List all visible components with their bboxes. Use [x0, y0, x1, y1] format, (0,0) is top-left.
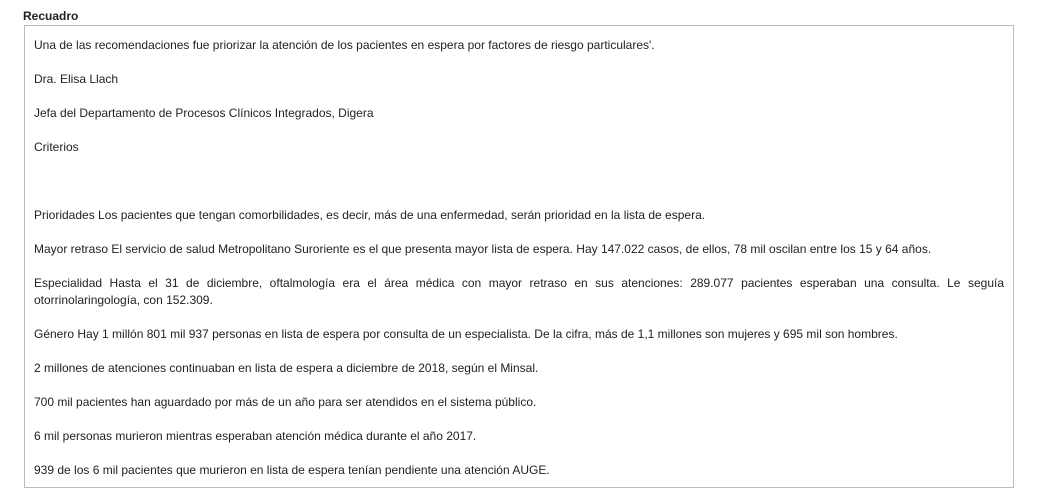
paragraph: 700 mil pacientes han aguardado por más de un año para ser atendidos en el sistema público. [34, 395, 537, 409]
paragraph: Especialidad Hasta el 31 de diciembre, oftalmología era el área médica con mayor retraso en sus atenciones: 289.077 pacientes esperaban una consulta. Le seguía otorrinolaringología, con 152.309. [34, 276, 1004, 307]
paragraph: Criterios [34, 140, 79, 154]
paragraph: Prioridades Los pacientes que tengan comorbilidades, es decir, más de una enfermedad, serán prioridad en la lista de espera. [34, 208, 706, 222]
paragraph: 939 de los 6 mil pacientes que murieron en lista de espera tenían pendiente una atención AUGE. [34, 463, 550, 477]
paragraph: Mayor retraso El servicio de salud Metropolitano Suroriente es el que presenta mayor lista de espera. Hay 147.022 casos, de ellos, 78 mil oscilan entre los 15 y 64 años. [34, 242, 932, 256]
recuadro-textarea[interactable] [24, 25, 1014, 488]
paragraph: Jefa del Departamento de Procesos Clínicos Integrados, Digera [34, 106, 374, 120]
paragraph: 2 millones de atenciones continuaban en lista de espera a diciembre de 2018, según el Minsal. [34, 361, 539, 375]
paragraph: Género Hay 1 millón 801 mil 937 personas en lista de espera por consulta de un especialista. De la cifra, más de 1,1 millones son mujeres y 695 mil son hombres. [34, 327, 898, 341]
paragraph: 6 mil personas murieron mientras esperaban atención médica durante el año 2017. [34, 429, 477, 443]
paragraph: Una de las recomendaciones fue priorizar la atención de los pacientes en espera por factores de riesgo particulares'. [34, 38, 655, 52]
blank-paragraph [34, 173, 1004, 190]
field-label: Recuadro [23, 9, 79, 23]
paragraph: Dra. Elisa Llach [34, 72, 119, 86]
